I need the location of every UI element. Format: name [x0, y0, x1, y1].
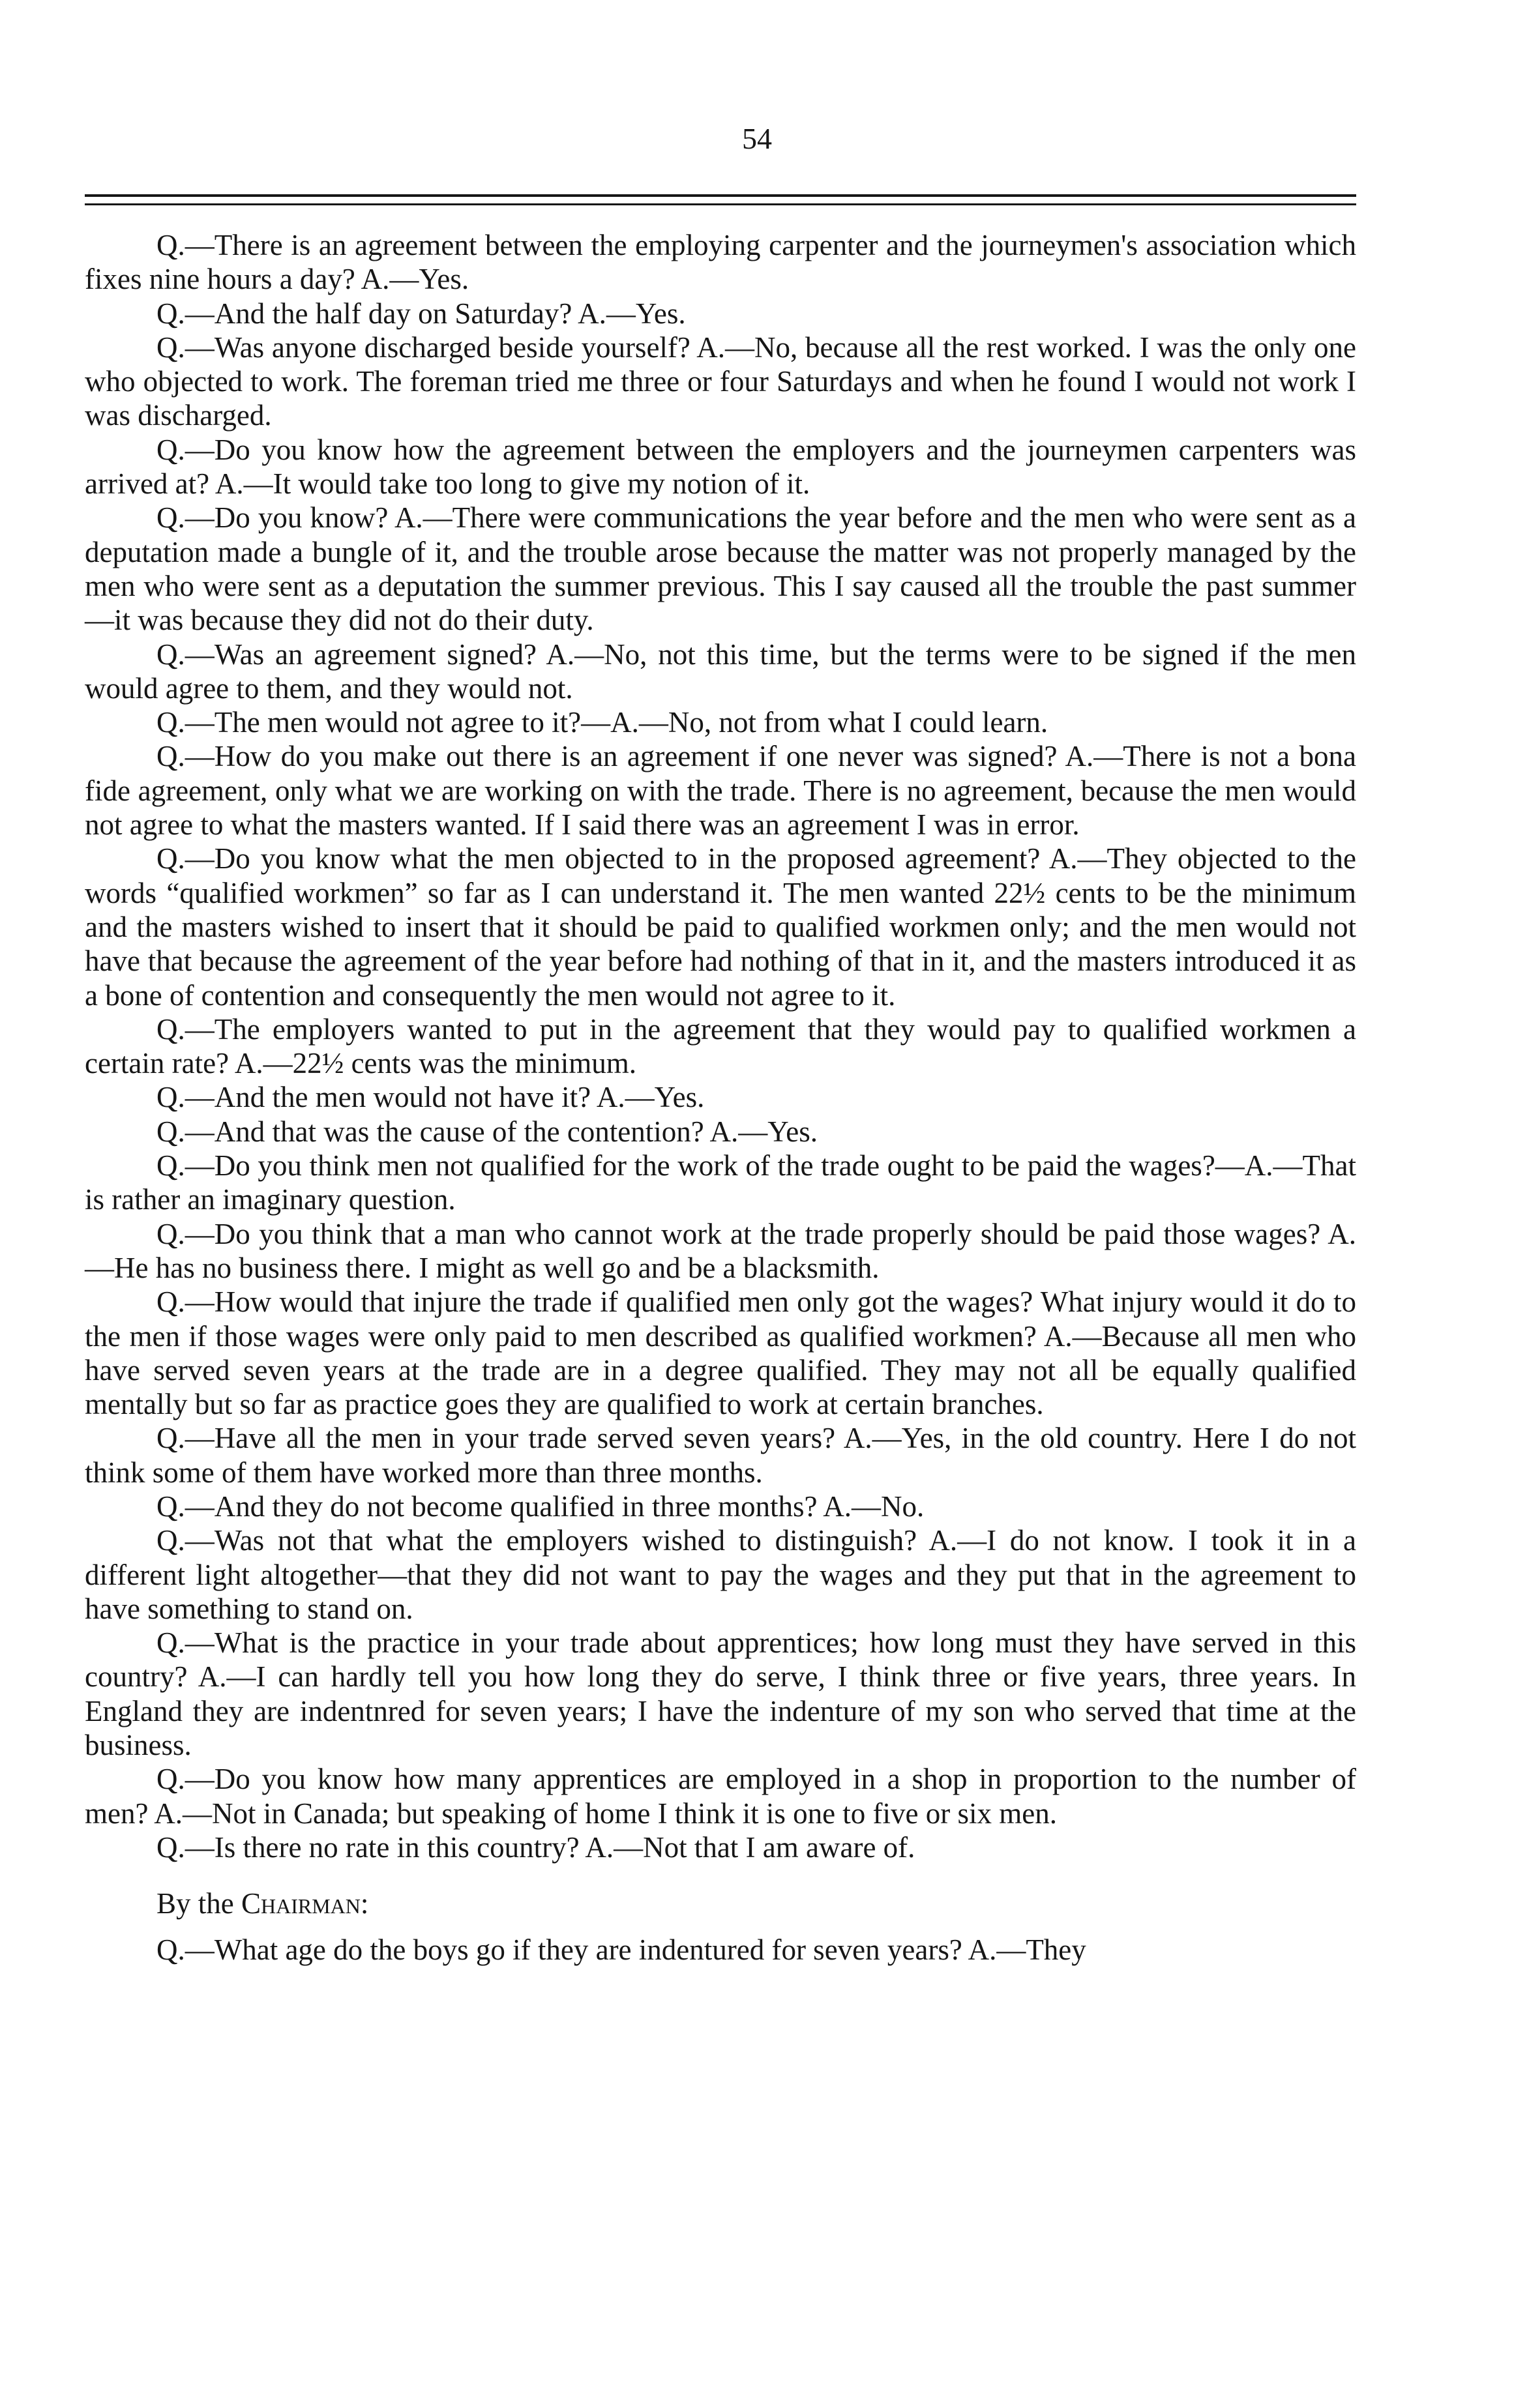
paragraph: Q.—Do you know what the men objected to in the proposed agreement? A.—They objected to the words “qualified workmen” so far as I can understand it. The men wanted 22½ cents to be the minimum and the masters wished to insert that it should be paid to qualified workmen only; and the men would not have that because the agreement of the year before had nothing of that in it, and the masters introduced it as a bone of contention and consequently the men would not agree to it.: [85, 842, 1356, 1012]
paragraph: Q.—There is an agreement between the employing carpenter and the journeymen's association which fixes nine hours a day? A.—Yes.: [85, 229, 1356, 296]
paragraph: Q.—Was an agreement signed? A.—No, not this time, but the terms were to be signed if the men would agree to them, and they would not.: [85, 638, 1356, 705]
paragraph: Q.—How do you make out there is an agreement if one never was signed? A.—There is not a bona fide agreement, only what we are working on with the trade. There is no agreement, because the men would not agree to what the masters wanted. If I said there was an agreement I was in error.: [85, 740, 1356, 842]
paragraph: Q.—What age do the boys go if they are indentured for seven years? A.—They: [156, 1933, 1086, 1966]
paragraph: Q.—Do you know how the agreement between the employers and the journeymen carpenters was arrived at? A.—It would take too long to give my notion of it.: [85, 433, 1356, 501]
paragraph: Q.—And the half day on Saturday? A.—Yes.: [156, 297, 686, 330]
paragraph: Q.—Do you know how many apprentices are employed in a shop in proportion to the number of men? A.—Not in Canada; but speaking of home I think it is one to five or six men.: [85, 1763, 1356, 1830]
paragraph: Q.—How would that injure the trade if qualified men only got the wages? What injury would it do to the men if those wages were only paid to men described as qualified workmen? A.—Because all men who have served seven years at the trade are in a degree qualified. They may not all be equally qualified mentally but so far as practice goes they are qualified to work at certain branches.: [85, 1285, 1356, 1421]
paragraph: Q.—Is there no rate in this country? A.—Not that I am aware of.: [156, 1830, 915, 1864]
paragraph: Q.—Was not that what the employers wished to distinguish? A.—I do not know. I took it in a different light altogether—that they did not want to pay the wages and they put that in the agreement to have something to stand on.: [85, 1524, 1356, 1625]
paragraph: Q.—The men would not agree to it?—A.—No, not from what I could learn.: [156, 706, 1048, 739]
section-heading-suffix: :: [360, 1887, 369, 1920]
section-heading-speaker: Chairman: [241, 1887, 361, 1920]
paragraph: Q.—And they do not become qualified in three months? A.—No.: [156, 1490, 925, 1523]
section-heading: [85, 1887, 1356, 1920]
paragraph: Q.—The employers wanted to put in the agreement that they would pay to qualified workmen a certain rate? A.—22½ cents was the minimum.: [85, 1012, 1356, 1080]
paragraph: Q.—Do you think men not qualified for the work of the trade ought to be paid the wages?—A.—That is rather an imaginary question.: [85, 1149, 1356, 1216]
paragraph: Q.—Do you know? A.—There were communications the year before and the men who were sent as a deputation made a bungle of it, and the trouble arose because the matter was not properly managed by the men who were sent as a deputation the summer previous. This I say caused all the trouble the past summer—it was because they did not do their duty.: [85, 501, 1356, 637]
page-number: 54: [742, 122, 772, 155]
paragraph: Q.—Was anyone discharged beside yourself? A.—No, because all the rest worked. I was the only one who objected to work. The foreman tried me three or four Saturdays and when he found I would not work I was discharged.: [85, 330, 1356, 432]
paragraph: Q.—And that was the cause of the contention? A.—Yes.: [156, 1115, 818, 1148]
body-text: [85, 228, 1356, 1967]
paragraph: Q.—Have all the men in your trade served seven years? A.—Yes, in the old country. Here I do not think some of them have worked more than three months.: [85, 1422, 1356, 1489]
paragraph: Q.—Do you think that a man who cannot work at the trade properly should be paid those wages? A.—He has no business there. I might as well go and be a blacksmith.: [85, 1217, 1356, 1284]
header-rule-secondary: [85, 203, 1356, 205]
paragraph: Q.—And the men would not have it? A.—Yes.: [156, 1081, 705, 1114]
paragraph: Q.—What is the practice in your trade about apprentices; how long must they have served in this country? A.—I can hardly tell you how long they do serve, I think three or five years, three years. In England they are indentnred for seven years; I have the indenture of my son who served that time at the business.: [85, 1626, 1356, 1762]
section-heading-prefix: By the: [156, 1887, 241, 1920]
header-rule: [85, 194, 1356, 197]
